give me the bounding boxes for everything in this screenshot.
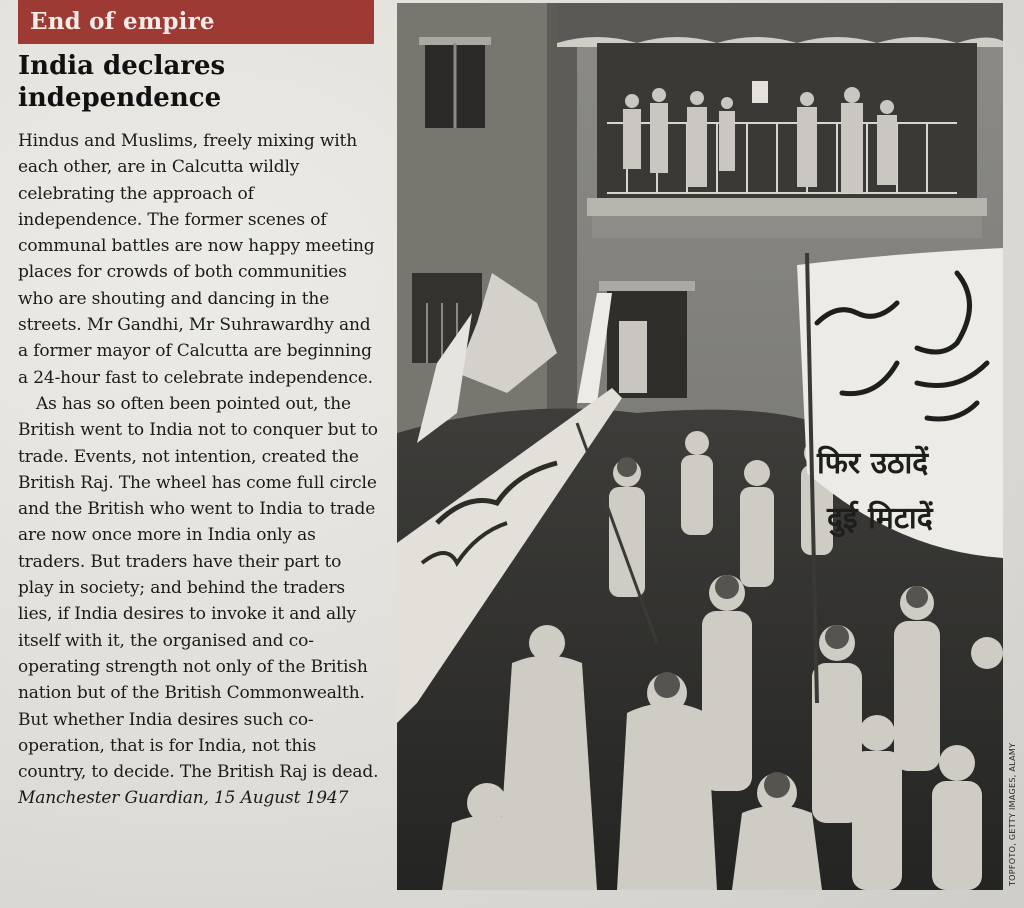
- paragraph-1: Hindus and Muslims, freely mixing with each other, are in Calcutta wildly celebrating the approach of independence. The former scenes of communal battles are now happy meeting places for crowds of both communities who are shouting and dancing in the streets. Mr Gandhi, Mr Suhrawardhy and a former mayor of Calcutta are beginning a 24-hour fast to celebrate independence.: [18, 131, 375, 388]
- headline-line-2: independence: [18, 83, 222, 113]
- banner-text-line-2: दुई मिटादें: [827, 501, 933, 536]
- paragraph-2: As has so often been pointed out, the British went to India not to conquer but to trade. Events, not intention, created the British Raj. The wheel has come full circle and the British who went to India to trade are now once more in India only as traders. But traders have their part to play in society; and behind the traders lies, if India desires to invoke it and ally itself with it, the organised and co-operating strength not only of the British nation but of the British Commonwealth. But whether India desires such co-operation, that is for India, not this country, to decide. The British Raj is dead.: [18, 393, 379, 783]
- photo-credit-text: TOPFOTO, GETTY IMAGES, ALAMY: [1008, 742, 1017, 886]
- byline: Manchester Guardian, 15 August 1947: [18, 788, 349, 809]
- article-column: [18, 0, 378, 908]
- headline: [18, 50, 374, 114]
- article-body: [18, 128, 380, 812]
- section-kicker: End of empire: [18, 0, 374, 44]
- crowd-photograph: [397, 3, 1003, 890]
- banner-text-line-1: फिर उठादें: [817, 446, 929, 481]
- photo-credit: [1006, 730, 1020, 890]
- headline-line-1: India declares: [18, 51, 226, 81]
